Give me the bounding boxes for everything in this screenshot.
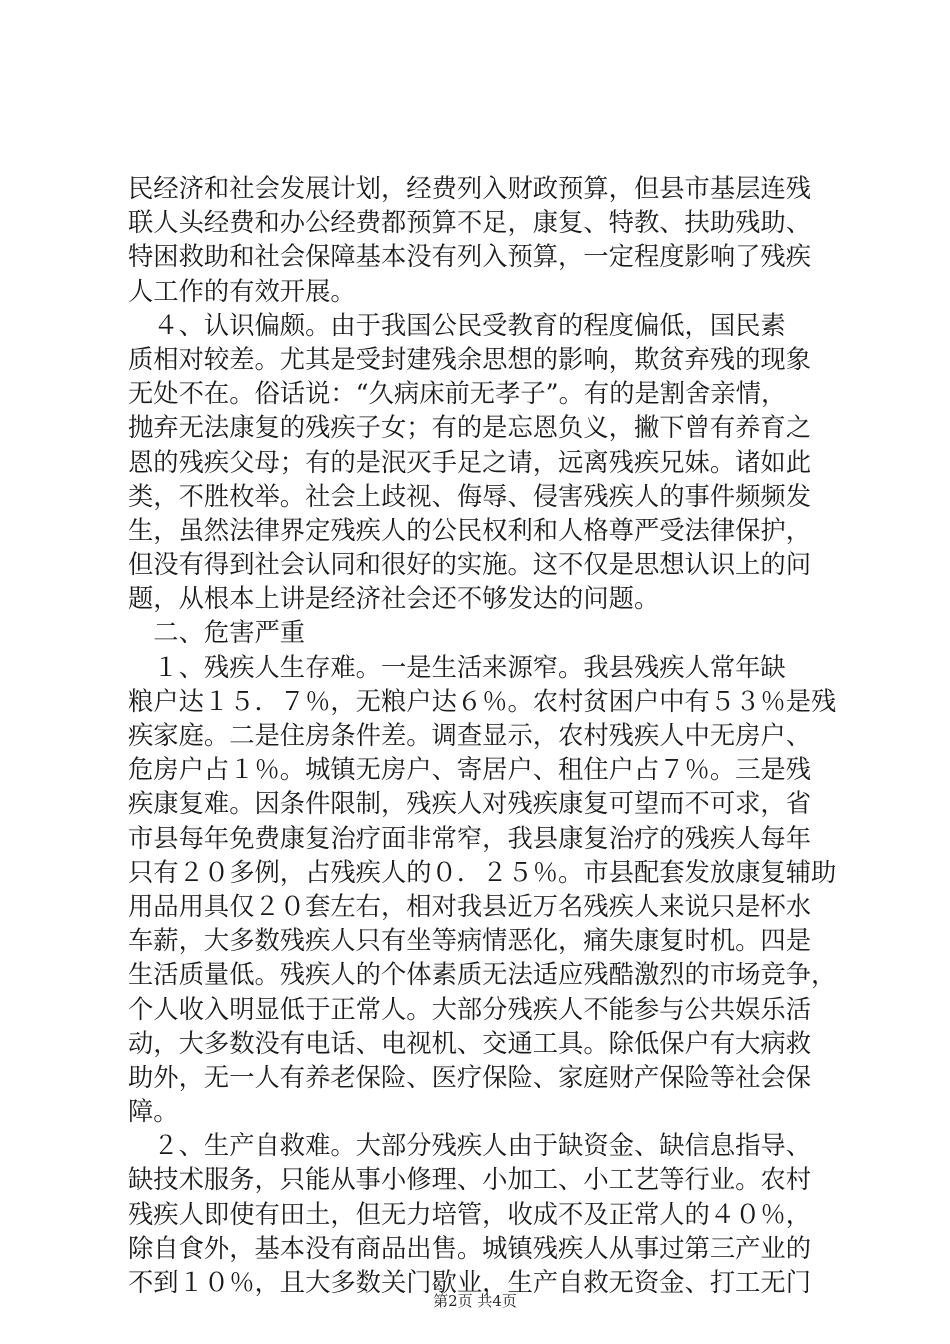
text-line: 恩的残疾父母；有的是泯灭手足之请，远离残疾兄妹。诸如此 (128, 447, 812, 477)
text-line: 障。 (128, 1097, 179, 1127)
text-line: 动，大多数没有电话、电视机、交通工具。除低保户有大病救 (128, 1028, 812, 1058)
text-line: 生，虽然法律界定残疾人的公民权利和人格尊严受法律保护， (128, 515, 812, 545)
text-line: 题，从根本上讲是经济社会还不够发达的问题。 (128, 584, 660, 614)
text-line: 联人头经费和办公经费都预算不足，康复、特教、扶助残助、 (128, 208, 812, 238)
text-line: 车薪，大多数残疾人只有坐等病情恶化，痛失康复时机。四是 (128, 926, 812, 956)
text-line: 抛弃无法康复的残疾子女；有的是忘恩负义，撇下曾有养育之 (128, 413, 812, 443)
text-line: 市县每年免费康复治疗面非常窄，我县康复治疗的残疾人每年 (128, 823, 812, 853)
document-body (128, 172, 837, 1300)
page-footer: 第2页 共4页 (433, 1292, 517, 1310)
text-line: 不到１０％，且大多数关门歇业，生产自救无资金、打工无门 (128, 1268, 812, 1297)
text-line: 质相对较差。尤其是受封建残余思想的影响，欺贫弃残的现象 (128, 344, 812, 374)
text-line: 民经济和社会发展计划，经费列入财政预算，但县市基层连残 (128, 174, 812, 203)
text-line: ４、认识偏颇。由于我国公民受教育的程度偏低，国民素 (128, 310, 786, 340)
text-line: 用品用具仅２０套左右，相对我县近万名残疾人来说只是杯水 (128, 891, 812, 921)
text-line: 特困救助和社会保障基本没有列入预算，一定程度影响了残疾 (128, 242, 812, 272)
text-line: 类，不胜枚举。社会上歧视、侮辱、侵害残疾人的事件频频发 (128, 481, 812, 511)
section-heading: 二、危害严重 (128, 618, 306, 648)
text-line: 缺技术服务，只能从事小修理、小加工、小工艺等行业。农村 (128, 1165, 812, 1195)
text-line: 残疾人即使有田土，但无力培管，收成不及正常人的４０％， (128, 1199, 812, 1229)
text-line: ２、生产自救难。大部分残疾人由于缺资金、缺信息指导、 (128, 1131, 812, 1161)
text-line: 疾康复难。因条件限制，残疾人对残疾康复可望而不可求，省 (128, 789, 812, 819)
text-line: １、残疾人生存难。一是生活来源窄。我县残疾人常年缺 (128, 652, 786, 682)
text-line: 只有２０多例，占残疾人的０．２５％。市县配套发放康复辅助 (128, 857, 837, 887)
text-line: 除自食外，基本没有商品出售。城镇残疾人从事过第三产业的 (128, 1233, 812, 1263)
text-line: 粮户达１５．７％，无粮户达６％。农村贫困户中有５３％是残 (128, 686, 837, 716)
text-line: 生活质量低。残疾人的个体素质无法适应残酷激烈的市场竞争， (128, 960, 837, 990)
text-line: 人工作的有效开展。 (128, 276, 356, 306)
text-line: 疾家庭。二是住房条件差。调查显示，农村残疾人中无房户、 (128, 721, 812, 750)
text-line: 助外，无一人有养老保险、医疗保险、家庭财产保险等社会保 (128, 1062, 812, 1092)
text-line: 个人收入明显低于正常人。大部分残疾人不能参与公共娱乐活 (128, 994, 812, 1024)
text-line: 无处不在。俗话说：“久病床前无孝子”。有的是割舍亲情， (128, 379, 787, 409)
text-line: 危房户占１％。城镇无房户、寄居户、租住户占７％。三是残 (128, 755, 812, 785)
text-line: 但没有得到社会认同和很好的实施。这不仅是思想认识上的问 (128, 550, 812, 580)
